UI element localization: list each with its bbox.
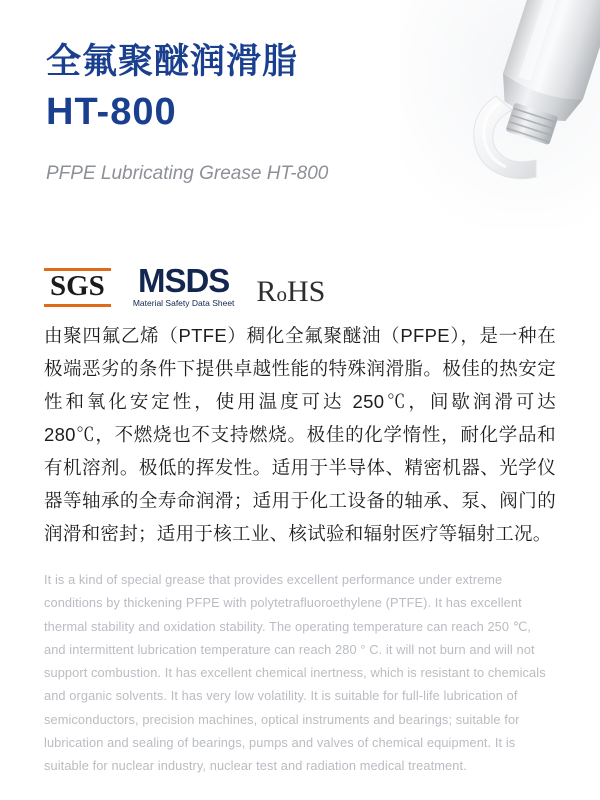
rohs-logo-r: R: [256, 275, 277, 308]
certification-logos: [44, 255, 444, 307]
product-code: HT-800: [46, 91, 177, 134]
msds-logo-text: MSDS: [137, 261, 230, 299]
headline-block: [46, 42, 476, 187]
sgs-logo: SGS: [44, 268, 111, 307]
rohs-logo-o: o: [276, 282, 287, 306]
description-english: It is a kind of special grease that provides excellent performance under extreme conditions by thickening PFPE with polytetrafluoroethylene (PTFE). It has excellent thermal stability and oxidation stability. The operating temperature can reach 250 ℃, and intermittent lubrication temperature can reach 280 ° C. it will not burn and will not support combustion. It has excellent chemical inertness, which is resistant to chemicals and organic solvents. It has very low volatility. It is suitable for full-life lubrication of semiconductors, precision machines, optical instruments and bearings; suitable for lubrication and sealing of bearings, pumps and valves of chemical equipment. It is suitable for nuclear industry, nuclear test and radiation medical treatment.: [44, 572, 546, 774]
msds-logo: [132, 261, 235, 308]
subtitle-english: PFPE Lubricating Grease HT-800: [46, 162, 329, 184]
rohs-logo: [256, 277, 325, 307]
page-title: 全氟聚醚润滑脂: [46, 42, 299, 81]
rohs-logo-hs: HS: [286, 275, 326, 308]
msds-logo-caption: Material Safety Data Sheet: [132, 297, 235, 308]
description-chinese: 由聚四氟乙烯（PTFE）稠化全氟聚醚油（PFPE），是一种在极端恶劣的条件下提供卓越性能的特殊润滑脂。极佳的热安定性和氧化安定性，使用温度可达 250℃，间歇润滑可达 280℃，不燃烧也不支持燃烧。极佳的化学惰性，耐化学品和有机溶剂。极低的挥发性。适用于半导体、精密机器、光学仪器等轴承的全寿命润滑；适用于化工设备的轴承、泵、阀门的润滑和密封；适用于核工业、核试验和辐射医疗等辐射工况。: [44, 325, 556, 544]
